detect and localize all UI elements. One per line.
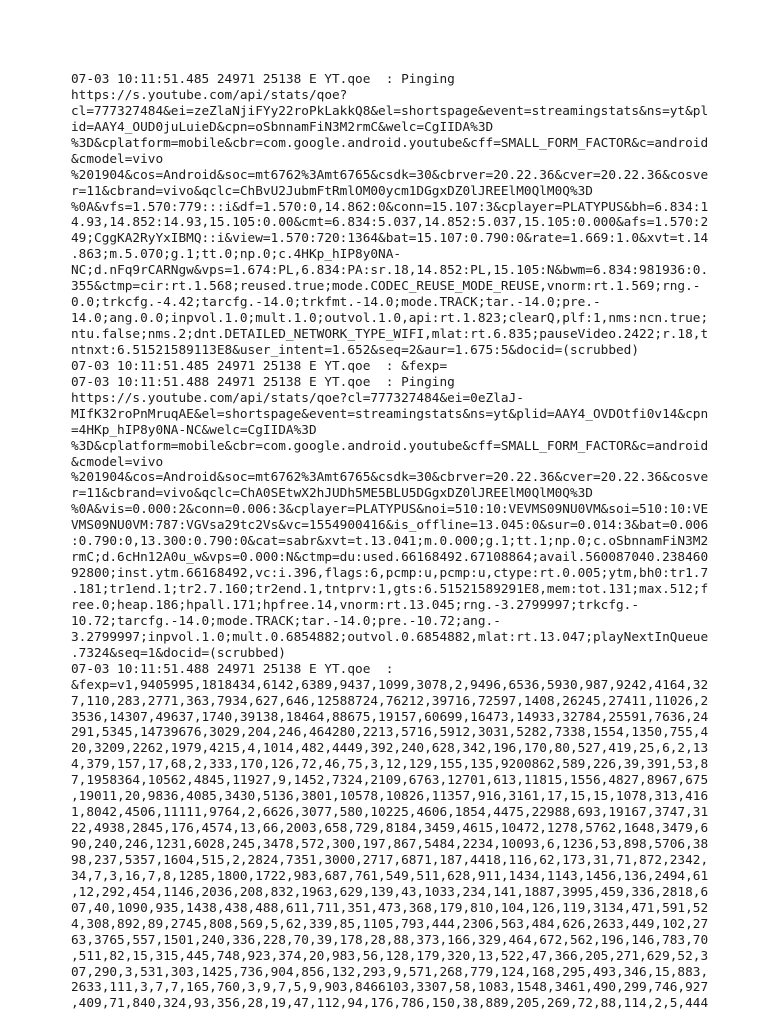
log-line: VMS09NU0VM:787:VGVsa29tc2Vs&vc=1554900416&is_offline=13.045:0&sur=0.014:3&bat=0.006: [71, 518, 709, 534]
log-line: .7324&seq=1&docid=(scrubbed): [71, 645, 286, 661]
log-line: .863;m.5.070;g.1;tt.0;np.0;c.4HKp_hIP8y0NA-: [71, 247, 402, 263]
log-line: 98,237,5357,1604,515,2,2824,7351,3000,2717,6871,187,4418,116,62,173,31,71,872,2342,: [71, 852, 709, 868]
log-line: ,511,82,15,315,445,748,923,374,20,983,56,128,179,320,13,522,47,366,205,271,629,52,3: [71, 948, 709, 964]
log-line: &cmodel=vivo: [71, 151, 164, 167]
log-line: https://s.youtube.com/api/stats/qoe?cl=777327484&ei=0eZlaJ-: [71, 390, 524, 406]
log-line: id=AAY4_OUD0juLuieD&cpn=oSbnnamFiN3M2rmC&welc=CgIIDA%3D: [71, 119, 494, 135]
log-line: %0A&vfs=1.570:779:::i&df=1.570:0,14.862:0&conn=15.107:3&cplayer=PLATYPUS&bh=6.834:1: [71, 199, 709, 215]
log-line: 07-03 10:11:51.485 24971 25138 E YT.qoe : Pinging: [71, 72, 455, 87]
log-line: 2633,111,3,7,7,165,760,3,9,7,5,9,903,8466103,3307,58,1083,1548,3461,490,299,746,927: [71, 980, 709, 996]
log-line: 7,1958364,10562,4845,11927,9,1452,7324,2109,6763,12701,613,11815,1556,4827,8967,675: [71, 773, 709, 789]
log-line: 4,379,157,17,68,2,333,170,126,72,46,75,3,12,129,155,135,9200862,589,226,39,391,53,8: [71, 757, 709, 773]
log-line: 291,5345,14739676,3029,204,246,464280,2213,5716,5912,3031,5282,7338,1554,1350,755,4: [71, 725, 709, 741]
log-line: .181;tr1end.1;tr2.7.160;tr2end.1,tntprv:1,gts:6.51521589291E8,mem:tot.131;max.512;f: [71, 582, 709, 597]
log-line: r=11&cbrand=vivo&qclc=ChA0SEtwX2hJUDh5ME5BLU5DGgxDZ0lJREElM0QlM0Q%3D: [71, 486, 593, 502]
log-line: https://s.youtube.com/api/stats/qoe?: [71, 87, 348, 103]
log-line: 90,240,246,1231,6028,245,3478,572,300,197,867,5484,2234,10093,6,1236,53,898,5706,38: [71, 837, 709, 852]
log-line: ,12,292,454,1146,2036,208,832,1963,629,139,43,1033,234,141,1887,3995,459,336,2818,6: [71, 884, 709, 900]
log-line: ,409,71,840,324,93,356,28,19,47,112,94,176,786,150,38,889,205,269,72,88,114,2,5,444: [71, 996, 709, 1012]
log-line: 20,3209,2262,1979,4215,4,1014,482,4449,392,240,628,342,196,170,80,527,419,25,6,2,13: [71, 741, 709, 757]
log-line: 63,3765,557,1501,240,336,228,70,39,178,28,88,373,166,329,464,672,562,196,146,783,70: [71, 932, 709, 948]
log-line: 07-03 10:11:51.485 24971 25138 E YT.qoe : &fexp=: [71, 358, 448, 374]
log-line: 34,7,3,16,7,8,1285,1800,1722,983,687,761,549,511,628,911,1434,1143,1456,136,2494,61: [71, 868, 709, 884]
log-line: %201904&cos=Android&soc=mt6762%3Amt6765&csdk=30&cbrver=20.22.36&cver=20.22.36&cosve: [71, 470, 709, 486]
log-line: ree.0;heap.186;hpall.171;hpfree.14,vnorm:rt.13.045;rng.-3.2799997;trkcfg.-: [71, 597, 640, 613]
log-line: 4.93,14.852:14.93,15.105:0.00&cmt=6.834:5.037,14.852:5.037,15.105:0.000&afs=1.570:2: [71, 215, 709, 231]
log-line: 3.2799997;inpvol.1.0;mult.0.6854882;outvol.0.6854882,mlat:rt.13.047;playNextInQueue: [71, 629, 709, 645]
log-line: 49;CggKA2RyYxIBMQ::i&view=1.570:720:1364&bat=15.107:0.790:0&rate=1.669:1.0&xvt=t.14: [71, 231, 709, 247]
log-line: 7,110,283,2771,363,7934,627,646,12588724,76212,39716,72597,1408,26245,27411,11026,2: [71, 693, 709, 709]
log-line: 355&ctmp=cir:rt.1.568;reused.true;mode.CODEC_REUSE_MODE_REUSE,vnorm:rt.1.569;rng.-: [71, 279, 701, 295]
log-line: NC;d.nFq9rCARNgw&vps=1.674:PL,6.834:PA:sr.18,14.852:PL,15.105:N&bwm=6.834:981936:0.: [71, 263, 709, 279]
log-line: %0A&vis=0.000:2&conn=0.006:3&cplayer=PLATYPUS&noi=510:10:VEVMS09NU0VM&soi=510:10:VE: [71, 502, 709, 518]
log-line: MIfK32roPnMruqAE&el=shortspage&event=streamingstats&ns=yt&plid=AAY4_OVDOtfi0v14&cpn: [71, 406, 709, 422]
log-line: %201904&cos=Android&soc=mt6762%3Amt6765&csdk=30&cbrver=20.22.36&cver=20.22.36&cosve: [71, 167, 709, 183]
log-line: 4,308,892,89,2745,808,569,5,62,339,85,1105,793,444,2306,563,484,626,2633,449,102,27: [71, 916, 709, 932]
log-line: 3536,14307,49637,1740,39138,18464,88675,19157,60699,16473,14933,32784,25591,7636,24: [71, 709, 709, 725]
log-line: =4HKp_hIP8y0NA-NC&welc=CgIIDA%3D: [71, 422, 317, 438]
log-line: 0.0;trkcfg.-4.42;tarcfg.-14.0;trkfmt.-14.0;mode.TRACK;tar.-14.0;pre.-: [71, 295, 601, 311]
log-line: 07,40,1090,935,1438,438,488,611,711,351,473,368,179,810,104,126,119,3134,471,591,52: [71, 900, 709, 916]
log-line: r=11&cbrand=vivo&qclc=ChBvU2JubmFtRmlOM00ycm1DGgxDZ0lJREElM0QlM0Q%3D: [71, 183, 593, 199]
log-line: 22,4938,2845,176,4574,13,66,2003,658,729,8184,3459,4615,10472,1278,5762,1648,3479,6: [71, 821, 709, 837]
log-line: 14.0;ang.0.0;inpvol.1.0;mult.1.0;outvol.1.0,api:rt.1.823;clearQ,plf:1,nms:ncn.true;: [71, 311, 709, 327]
log-line: ntu.false;nms.2;dnt.DETAILED_NETWORK_TYPE_WIFI,mlat:rt.6.835;pauseVideo.2422;r.18,t: [71, 327, 709, 342]
log-line: &fexp=v1,9405995,1818434,6142,6389,9437,1099,3078,2,9496,6536,5930,987,9242,4164,32: [71, 677, 709, 693]
document-page: [71, 72, 709, 1012]
log-line: :0.790:0,13.300:0.790:0&cat=sabr&xvt=t.13.041;m.0.000;g.1;tt.1;np.0;c.oSbnnamFiN3M2: [71, 534, 709, 550]
log-line: cl=777327484&ei=zeZlaNjiFYy22roPkLakkQ8&el=shortspage&event=streamingstats&ns=yt&pl: [71, 103, 709, 119]
log-line: ntnxt:6.51521589113E8&user_intent=1.652&seq=2&aur=1.675:5&docid=(scrubbed): [71, 342, 640, 358]
log-line: 07-03 10:11:51.488 24971 25138 E YT.qoe :: [71, 661, 394, 677]
log-line: 1,8042,4506,11111,9764,2,6626,3077,580,10225,4606,1854,4475,22988,693,19167,3747,31: [71, 805, 709, 821]
log-line: %3D&cplatform=mobile&cbr=com.google.android.youtube&cff=SMALL_FORM_FACTOR&c=android: [71, 135, 709, 151]
log-line: 92800;inst.ytm.66168492,vc:i.396,flags:6,pcmp:u,pcmp:u,ctype:rt.0.005;ytm,bh0:tr1.7: [71, 566, 709, 582]
log-line: 07-03 10:11:51.488 24971 25138 E YT.qoe : Pinging: [71, 374, 455, 390]
log-line: 10.72;tarcfg.-14.0;mode.TRACK;tar.-14.0;pre.-10.72;ang.-: [71, 613, 501, 629]
log-line: ,19011,20,9836,4085,3430,5136,3801,10578,10826,11357,916,3161,17,15,15,1078,313,416: [71, 789, 709, 805]
log-text: [71, 72, 709, 1012]
log-line: rmC;d.6cHn12A0u_w&vps=0.000:N&ctmp=du:used.66168492.67108864;avail.560087040.238460: [71, 550, 709, 566]
log-line: 07,290,3,531,303,1425,736,904,856,132,293,9,571,268,779,124,168,295,493,346,15,883,: [71, 964, 709, 980]
log-line: &cmodel=vivo: [71, 454, 164, 470]
log-line: %3D&cplatform=mobile&cbr=com.google.android.youtube&cff=SMALL_FORM_FACTOR&c=android: [71, 438, 709, 454]
